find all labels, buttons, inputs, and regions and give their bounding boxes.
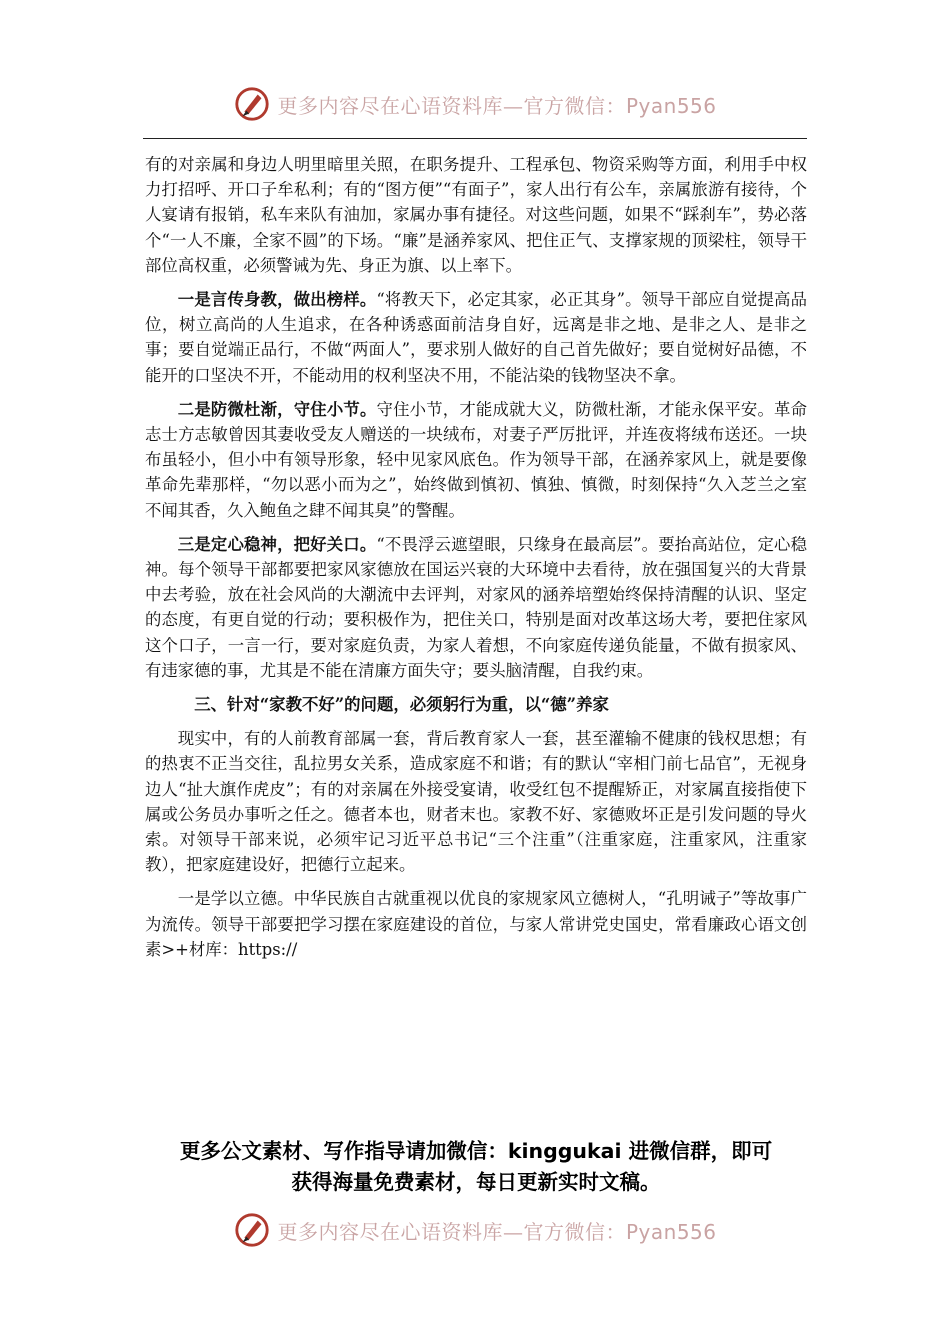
brand-logo-icon <box>233 1211 271 1249</box>
promo-block <box>145 1136 807 1198</box>
paragraph-2: 一是言传身教，做出榜样。“将教天下，必定其家，必正其身”。领导干部应自觉提高品位，树立高尚的人生追求，在各种诱惑面前洁身自好，远离是非之地、是非之人、是非之事；要自觉端正品行，不做“两面人”，要求别人做好的自己首先做好；要自觉树好品德，不能开的口坚决不开，不能动用的权利坚决不用，不能沾染的钱物坚决不拿。 <box>145 290 807 385</box>
paragraph-2-lead: 一是言传身教，做出榜样。 <box>177 290 377 310</box>
brand-logo-icon <box>233 85 271 123</box>
paragraph-1: 有的对亲属和身边人明里暗里关照，在职务提升、工程承包、物资采购等方面，利用手中权力打招呼、开口子牟私利；有的“图方便”“有面子”，家人出行有公车，亲属旅游有接待，个人宴请有报销，私车来队有油加，家属办事有捷径。对这些问题，如果不“踩刹车”，势必落个“一人不廉，全家不圆”的下场。“廉”是涵养家风、把住正气、支撑家规的顶梁柱，领导干部位高权重，必须警诫为先、身正为旗、以上率下。 <box>145 155 807 275</box>
document-body <box>145 152 807 971</box>
paragraph-3: 二是防微杜渐，守住小节。守住小节，才能成就大义，防微杜渐，才能永保平安。革命志士方志敏曾因其妻收受友人赠送的一块绒布，对妻子严厉批评，并连夜将绒布送还。一块布虽轻小，但小中有领导形象，轻中见家风底色。作为领导干部，在涵养家风上，就是要像革命先辈那样，“勿以恶小而为之”，始终做到慎初、慎独、慎微，时刻保持“久入芝兰之室不闻其香，久入鲍鱼之肆不闻其臭”的警醒。 <box>145 399 807 520</box>
promo-line-2: 获得海量免费素材，每日更新实时文稿。 <box>291 1170 661 1194</box>
paragraph-4: 三是定心稳神，把好关口。“不畏浮云遮望眼，只缘身在最高层”。要抬高站位，定心稳神。每个领导干部都要把家风家德放在国运兴衰的大环境中去看待，放在强国复兴的大背景中去考验，放在社会风尚的大潮流中去评判，对家风的涵养培塑始终保持清醒的认识、坚定的态度，有更自觉的行动；要积极作为，把住关口，特别是面对改革这场大考，要把住家风这个口子，一言一行，要对家庭负责，为家人着想，不向家庭传递负能量，不做有损家风、有违家德的事，尤其是不能在清廉方面失守；要头脑清醒，自我约束。 <box>145 534 807 680</box>
header-banner-text: 更多内容尽在心语资料库—官方微信：Pyan556 <box>277 93 717 118</box>
paragraph-4-lead: 三是定心稳神，把好关口。 <box>177 534 377 554</box>
section-heading-3: 三、针对“家教不好”的问题，必须躬行为重，以“德”养家 <box>194 695 609 715</box>
promo-line-1: 更多公文素材、写作指导请加微信：kinggukai 进微信群，即可 <box>179 1139 773 1163</box>
header-banner <box>0 84 950 124</box>
paragraph-3-lead: 二是防微杜渐，守住小节。 <box>177 399 377 419</box>
footer-banner-text: 更多内容尽在心语资料库—官方微信：Pyan556 <box>277 1219 717 1244</box>
footer-banner <box>0 1210 950 1250</box>
paragraph-6: 一是学以立德。中华民族自古就重视以优良的家规家风立德树人，“孔明诫子”等故事广为流传。领导干部要把学习摆在家庭建设的首位，与家人常讲党史国史，常看廉政心语文创素>+材库：https:// <box>145 889 807 959</box>
header-wechat-id: Pyan556 <box>625 93 717 118</box>
paragraph-5: 现实中，有的人前教育部属一套，背后教育家人一套，甚至灌输不健康的钱权思想；有的热衷不正当交往，乱拉男女关系，造成家庭不和谐；有的默认“宰相门前七品官”，无视身边人“扯大旗作虎皮”；有的对亲属在外接受宴请，收受红包不提醒矫正，对家属直接指使下属或公务员办事听之任之。德者本也，财者末也。家教不好、家德败坏正是引发问题的导火索。对领导干部来说，必须牢记习近平总书记“三个注重”（注重家庭，注重家风，注重家教），把家庭建设好，把德行立起来。 <box>145 729 807 875</box>
header-divider <box>143 138 807 139</box>
footer-wechat-id: Pyan556 <box>625 1219 717 1244</box>
